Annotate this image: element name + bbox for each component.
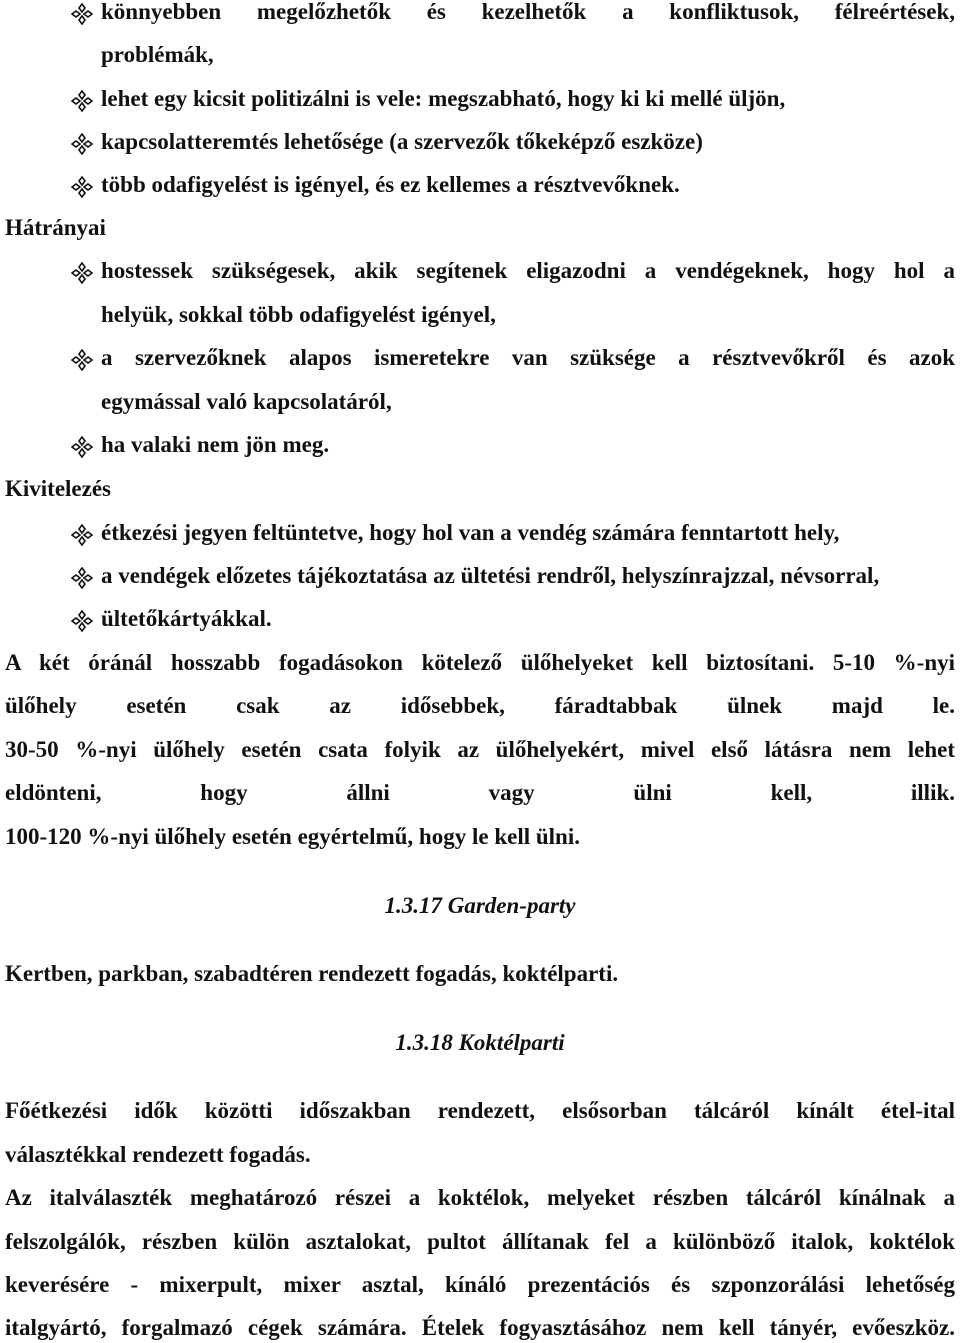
list-item-text: hostessek szükségesek, akik segítenek eligazodni a vendégeknek, hogy hol a <box>101 258 955 283</box>
list-item-text: több odafigyelést is igényel, és ez kellemes a résztvevőknek. <box>101 172 680 197</box>
diamond-bullet-icon <box>71 176 93 198</box>
diamond-bullet-icon <box>71 610 93 632</box>
section-label-kivitelezes: Kivitelezés <box>5 476 112 501</box>
diamond-bullet-icon <box>71 436 93 458</box>
paragraph-line: A két óránál hosszabb fogadásokon kötelező ülőhelyeket kell biztosítani. 5-10 %-nyi <box>5 650 955 675</box>
section-label-hatranyai: Hátrányai <box>5 215 106 240</box>
diamond-bullet-icon <box>71 567 93 589</box>
diamond-bullet-icon <box>71 3 93 25</box>
paragraph-line: választékkal rendezett fogadás. <box>5 1142 311 1167</box>
paragraph-line: italgyártó, forgalmazó cégek számára. Ételek fogyasztásához nem kell tányér, evőeszköz. <box>5 1315 955 1340</box>
paragraph-line: ülőhely esetén csak az idősebbek, fáradtabbak ülnek majd le. <box>5 693 955 718</box>
diamond-bullet-icon <box>71 133 93 155</box>
list-item-text: a vendégek előzetes tájékoztatása az ültetési rendről, helyszínrajzzal, névsorral, <box>101 563 880 588</box>
paragraph-line: felszolgálók, részben külön asztalokat, pultot állítanak fel a különböző italok, koktélok <box>5 1229 955 1254</box>
list-item-text: kapcsolatteremtés lehetősége (a szervezők tőkeképző eszköze) <box>101 129 703 154</box>
diamond-bullet-icon <box>71 524 93 546</box>
paragraph-line: Főétkezési idők közötti időszakban rendezett, elsősorban tálcáról kínált étel-ital <box>5 1098 955 1123</box>
diamond-bullet-icon <box>71 90 93 112</box>
section-heading-koktelparti: 1.3.18 Koktélparti <box>395 1030 565 1055</box>
paragraph-line: keverésére - mixerpult, mixer asztal, kínáló prezentációs és szponzorálási lehetőség <box>5 1272 955 1297</box>
list-item-text: ültetőkártyákkal. <box>101 606 272 631</box>
paragraph-line: 100-120 %-nyi ülőhely esetén egyértelmű, hogy le kell ülni. <box>5 824 580 849</box>
paragraph-line: Az italválaszték meghatározó részei a koktélok, melyeket részben tálcáról kínálnak a <box>5 1185 955 1210</box>
list-item-text: étkezési jegyen feltüntetve, hogy hol van a vendég számára fenntartott hely, <box>101 520 840 545</box>
diamond-bullet-icon <box>71 349 93 371</box>
paragraph-line: Kertben, parkban, szabadtéren rendezett fogadás, koktélparti. <box>5 961 619 986</box>
list-item-text: könnyebben megelőzhetők és kezelhetők a konfliktusok, félreértések, <box>101 0 955 24</box>
list-item-text: ha valaki nem jön meg. <box>101 432 330 457</box>
list-item-text: problémák, <box>101 42 214 67</box>
paragraph-line: 30-50 %-nyi ülőhely esetén csata folyik az ülőhelyekért, mivel első látásra nem lehet <box>5 737 955 762</box>
section-heading-garden-party: 1.3.17 Garden-party <box>384 893 576 918</box>
list-item-text: helyük, sokkal több odafigyelést igényel, <box>101 302 496 327</box>
paragraph-line: eldönteni, hogy állni vagy ülni kell, illik. <box>5 780 955 805</box>
list-item-text: egymással való kapcsolatáról, <box>101 389 392 414</box>
list-item-text: a szervezőknek alapos ismeretekre van szüksége a résztvevőkről és azok <box>101 345 955 370</box>
list-item-text: lehet egy kicsit politizálni is vele: megszabható, hogy ki ki mellé üljön, <box>101 86 786 111</box>
diamond-bullet-icon <box>71 262 93 284</box>
